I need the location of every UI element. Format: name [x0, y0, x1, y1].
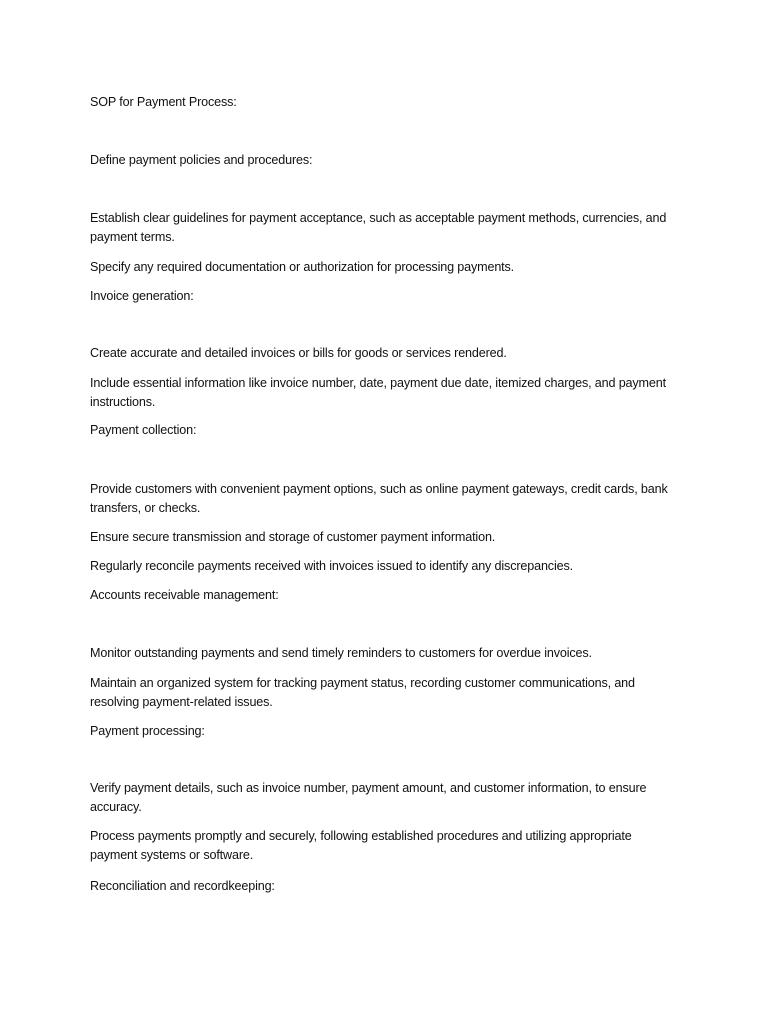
section-heading-accounts-receivable: Accounts receivable management:	[90, 588, 279, 602]
section-heading-payment-collection: Payment collection:	[90, 423, 197, 437]
paragraph-secure-transmission: Ensure secure transmission and storage of customer payment information.	[90, 530, 496, 544]
paragraph-required-documentation: Specify any required documentation or authorization for processing payments.	[90, 260, 515, 274]
paragraph-process-payments: Process payments promptly and securely, following established procedures and utilizing appropriate payment systems or software.	[90, 829, 632, 862]
paragraph-reconcile-payments: Regularly reconcile payments received with invoices issued to identify any discrepancies.	[90, 559, 573, 573]
paragraph-payment-guidelines: Establish clear guidelines for payment acceptance, such as acceptable payment methods, currencies, and payment terms.	[90, 211, 667, 244]
paragraph-verify-details: Verify payment details, such as invoice number, payment amount, and customer information, to ensure accuracy.	[90, 781, 647, 814]
paragraph-create-invoices: Create accurate and detailed invoices or bills for goods or services rendered.	[90, 346, 507, 360]
section-heading-reconciliation: Reconciliation and recordkeeping:	[90, 879, 275, 893]
document-title: SOP for Payment Process:	[90, 95, 237, 109]
paragraph-tracking-system: Maintain an organized system for tracking payment status, recording customer communications, and resolving payment-related issues.	[90, 676, 635, 709]
section-heading-payment-policies: Define payment policies and procedures:	[90, 153, 313, 167]
paragraph-payment-options: Provide customers with convenient payment options, such as online payment gateways, credit cards, bank transfers, or checks.	[90, 482, 668, 515]
paragraph-monitor-outstanding: Monitor outstanding payments and send timely reminders to customers for overdue invoices.	[90, 646, 592, 660]
section-heading-invoice-generation: Invoice generation:	[90, 289, 194, 303]
section-heading-payment-processing: Payment processing:	[90, 724, 205, 738]
paragraph-invoice-information: Include essential information like invoice number, date, payment due date, itemized charges, and payment instructions.	[90, 376, 666, 409]
